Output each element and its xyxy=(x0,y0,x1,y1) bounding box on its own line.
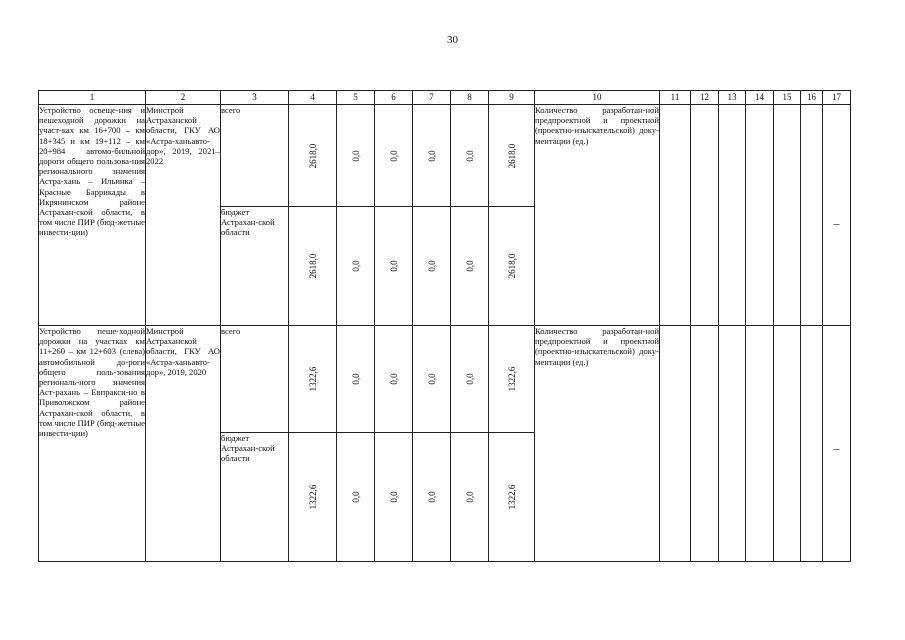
column-header: 8 xyxy=(451,91,489,105)
column-header: 5 xyxy=(337,91,375,105)
value-text: 0,0 xyxy=(388,260,399,272)
empty-cell xyxy=(746,326,774,562)
value-cell xyxy=(375,207,413,326)
value-text: 1322,6 xyxy=(506,366,517,392)
value-text: 0,0 xyxy=(426,373,437,385)
dash-mark: – xyxy=(833,441,840,455)
column-header: 2 xyxy=(146,91,221,105)
value-cell xyxy=(413,433,451,562)
value-text: 1322,6 xyxy=(307,484,318,510)
value-text: 0,0 xyxy=(426,260,437,272)
value-cell xyxy=(451,326,489,433)
column-header: 1 xyxy=(39,91,146,105)
empty-cell xyxy=(746,105,774,326)
col17-cell xyxy=(823,326,851,562)
value-cell xyxy=(413,105,451,207)
empty-cell xyxy=(801,326,823,562)
project-name-cell: Устройство освеще-ния и пешеходной дорожки на участ-ках км 16+700 – км 18+345 и км 19+112 – км 20+984 автомо-бильной дороги общего пользова-ния регионального значения Астра-хань – Ильинка – Красные Баррикады в Икрянинском районе Астрахан-ской области, в том числе ПИР (бюд-жетные инвести-ции) xyxy=(39,105,146,326)
funding-source-cell: всего xyxy=(221,326,289,433)
column-header: 9 xyxy=(489,91,535,105)
funding-source-cell: всего xyxy=(221,105,289,207)
column-header: 16 xyxy=(801,91,823,105)
value-text: 0,0 xyxy=(350,260,361,272)
funding-source-cell: бюджет Астрахан-ской области xyxy=(221,207,289,326)
value-text: 2618,0 xyxy=(506,143,517,168)
value-cell xyxy=(375,433,413,562)
column-header: 12 xyxy=(691,91,719,105)
column-header: 13 xyxy=(719,91,746,105)
empty-cell xyxy=(801,105,823,326)
value-cell xyxy=(375,326,413,433)
empty-cell xyxy=(719,105,746,326)
column-header: 10 xyxy=(535,91,660,105)
value-cell xyxy=(337,105,375,207)
value-cell xyxy=(413,326,451,433)
value-cell xyxy=(289,433,337,562)
value-cell xyxy=(489,433,535,562)
value-text: 0,0 xyxy=(426,149,437,162)
empty-cell xyxy=(660,105,691,326)
empty-cell xyxy=(774,326,801,562)
value-text: 0,0 xyxy=(350,149,361,162)
executor-cell: Минстрой Астраханской области, ГКУ АО «Астра-ханьавто-дор», 2019, 2021–2022 xyxy=(146,105,221,326)
value-text: 0,0 xyxy=(350,491,361,503)
value-text: 0,0 xyxy=(388,373,399,385)
value-cell xyxy=(451,433,489,562)
column-header: 6 xyxy=(375,91,413,105)
empty-cell xyxy=(660,326,691,562)
value-text: 2618,0 xyxy=(307,143,318,168)
value-cell xyxy=(289,105,337,207)
table-row xyxy=(39,105,851,207)
column-header: 11 xyxy=(660,91,691,105)
value-cell xyxy=(451,105,489,207)
column-header: 17 xyxy=(823,91,851,105)
indicator-cell: Количество разработан-ной предпроектной и проектной (проектно-изыскательской) доку-ментации (ед.) xyxy=(535,326,660,562)
value-cell xyxy=(337,207,375,326)
value-cell xyxy=(337,433,375,562)
value-text: 1322,6 xyxy=(307,366,318,392)
value-cell xyxy=(289,207,337,326)
column-header: 14 xyxy=(746,91,774,105)
value-text: 0,0 xyxy=(388,491,399,503)
value-text: 0,0 xyxy=(464,491,475,503)
empty-cell xyxy=(774,105,801,326)
table-row xyxy=(39,326,851,433)
value-cell xyxy=(289,326,337,433)
page-number: 30 xyxy=(447,34,458,46)
empty-cell xyxy=(691,326,719,562)
value-text: 0,0 xyxy=(350,373,361,385)
empty-cell xyxy=(719,326,746,562)
header-row xyxy=(39,91,851,105)
value-text: 1322,6 xyxy=(506,484,517,510)
value-text: 0,0 xyxy=(464,149,475,162)
value-cell xyxy=(451,207,489,326)
value-cell xyxy=(489,105,535,207)
value-cell xyxy=(489,326,535,433)
value-cell xyxy=(489,207,535,326)
project-name-cell: Устройство пеше-ходной дорожки на участках км 11+260 – км 12+603 (слева) автомобильной до-роги общего поль-зования региональ-ного значения Аст-рахань – Евпракси-но в Приволжском районе Астрахан-ской области, в том числе ПИР (бюд-жетные инвести-ции) xyxy=(39,326,146,562)
column-header: 4 xyxy=(289,91,337,105)
col17-cell xyxy=(823,105,851,326)
executor-cell: Минстрой Астраханской области, ГКУ АО «Астра-ханьавто-дор», 2019, 2020 xyxy=(146,326,221,562)
value-text: 2618,0 xyxy=(506,253,517,279)
empty-cell xyxy=(691,105,719,326)
column-header: 3 xyxy=(221,91,289,105)
value-cell xyxy=(337,326,375,433)
value-text: 0,0 xyxy=(464,260,475,272)
value-text: 2618,0 xyxy=(307,253,318,279)
indicator-cell: Количество разработан-ной предпроектной и проектной (проектно-изыскательской) доку-ментации (ед.) xyxy=(535,105,660,326)
value-text: 0,0 xyxy=(388,149,399,162)
value-text: 0,0 xyxy=(426,491,437,503)
value-text: 0,0 xyxy=(464,373,475,385)
column-header: 15 xyxy=(774,91,801,105)
dash-mark: – xyxy=(833,216,840,230)
value-cell xyxy=(375,105,413,207)
budget-table xyxy=(38,90,851,562)
column-header: 7 xyxy=(413,91,451,105)
value-cell xyxy=(413,207,451,326)
funding-source-cell: бюджет Астрахан-ской области xyxy=(221,433,289,562)
